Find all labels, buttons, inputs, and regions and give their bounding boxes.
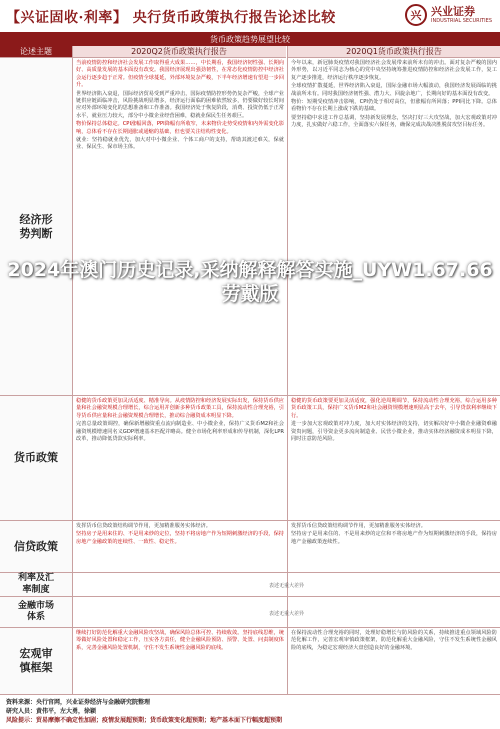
- macro-q2-para: 继续打好防范化解重大金融风险攻坚战，确保风险总体可控、持续收敛。坚持底线思维，统筹做好风险处置和稳定工作，压实各方责任，健全金融风险预防、预警、处置、问责制度体系，完善金融风险处置机制，守住不发生系统性金融风险的底线。: [76, 630, 284, 651]
- economy-q1-para: 全球疫情扩散蔓延，世界经济陷入衰退，国际金融市场大幅波动，我国经济发展面临的挑战前所未有。同时我国经济韧性强、潜力大、回旋余地广，长期向好的基本面没有改变。: [291, 83, 497, 97]
- report-title: 【兴证固收·利率】 央行货币政策执行报告论述比较: [6, 10, 336, 26]
- row-label-economy: 经济形势判断: [0, 58, 72, 395]
- economy-q2-para: 就业：坚持稳就业优先，加大对中小微企业、个体工商户的支持，帮助其渡过难关，保就业、保民生、保市场主体。: [76, 137, 284, 151]
- credit-q2-para: 发挥货币信贷政策结构调节作用，更加精准服务实体经济。: [76, 523, 211, 529]
- logo-name: 兴业证券: [431, 5, 475, 18]
- table-subtitle: 货币政策趋势展望比较: [0, 34, 500, 46]
- economy-q2-para: 当前疫情防控和经济社会发展工作取得重大成果……，中长期看，我国经济韧性强、长期向好、高质量发展的基本面没有改变。我国经济展现出强劲韧性，在常态化疫情防控中经济社会运行逐步趋于正常。但疫情全球蔓延，外部环境复杂严峻，下半年经济增速有望进一步回升。: [76, 60, 284, 89]
- market-note: 表述无重大差异: [268, 611, 304, 617]
- credit-q2-cell: [73, 521, 287, 572]
- row-label-rate: 利率及汇率制度: [0, 573, 72, 596]
- row-label-market: 金融市场体系: [0, 597, 72, 627]
- row-label-credit: 信贷政策: [0, 521, 72, 572]
- overlay-watermark: 2024年澳门历史记录,采纳解释解答实施_UYW1.67.66劳戴版: [7, 259, 493, 305]
- credit-q2-para: 坚持房子是用来住的、不是用来炒的定位，坚持不将房地产作为短期刺激经济的手段，保持房地产金融政策的连续性、一致性、稳定性。: [76, 531, 284, 545]
- row-divider: [0, 572, 500, 573]
- row-label-monetary: 货币政策: [0, 396, 72, 520]
- column-header-q2: 2020Q2货币政策执行报告: [72, 46, 286, 58]
- monetary-q1-para: 进一步加大宏观政策对冲力度，加大对实体经济的支持，切实解决好中小微企业融资难融资贵问题，引导资金更多流向制造业、民营小微企业，推动实体经济融资成本明显下降，同时注意防范风险。: [291, 421, 497, 443]
- column-header-topic: 论述主题: [0, 46, 72, 58]
- row-label-macroprudential: 宏观审慎框架: [0, 628, 72, 694]
- row-divider: [0, 596, 500, 597]
- economy-q2-cell: [73, 58, 287, 395]
- macro-q2-cell: [73, 628, 287, 694]
- monetary-q1-para: 稳健的货币政策要更加灵活适度，强化逆周期调节，保持流动性合理充裕，综合运用多种货币政策工具，保持广义货币M2和社会融资规模增速明显高于去年，引导贷款利率继续下行。: [291, 398, 497, 419]
- monetary-q1-cell: [288, 396, 500, 520]
- risk-note: 风险提示：贸易摩擦不确定性加剧；疫情发展超预期；货币政策变化超预期；地产基本面下行幅度超预期: [6, 717, 283, 724]
- economy-q2-para: 物价保持总体稳定。CPI涨幅回落，PPI降幅有所收窄，未来物价走势受疫情和内外需变化影响，总体看不存在长期通胀或通缩的基础，但也要关注结构性变化。: [76, 121, 285, 135]
- economy-q1-para: 要坚持稳中求进工作总基调，坚持新发展理念，坚决打好三大攻坚战，加大宏观政策对冲力度，扎实做好六稳工作，全面落实六保任务，确保完成决战决胜脱贫攻坚目标任务。: [291, 114, 497, 129]
- macro-q1-para: 在保持流动性合理充裕的同时，处理好稳增长与防风险的关系，持续推进重点领域风险防范化解工作，完善宏观审慎政策框架，防范化解重大金融风险，守住不发生系统性金融风险的底线，为稳定宏观经济大盘创造良好的金融环境。: [291, 630, 497, 651]
- economy-q2-para: 世界经济陷入衰退，国际经济贸易受到严重冲击，国际疫情防控形势仍复杂严峻，全球产业链供应链面临冲击，风险挑战明显增多，经济运行面临的困难依然较多，仍要做好较长时间应对外部环境变化的思想准备和工作准备。我国经济处于恢复阶段，消费、投资仍低于正常水平，就业压力较大，部分中小微企业经营困难，稳就业保民生任务艰巨。: [76, 90, 284, 119]
- rate-note: 表述无重大差异: [268, 583, 304, 589]
- source-note: 资料来源：央行官网，兴业证券经济与金融研究院整理: [6, 699, 151, 706]
- monetary-q2-para: 完善总量政策调控，确保新增融资重点流向制造业、中小微企业，保持广义货币M2和社会融资规模增速同名义GDP增速基本匹配并略高。健全市场化利率形成和传导机制，深化LPR改革，推动降低贷款实际利率。: [76, 421, 284, 443]
- report-footer: [0, 694, 500, 729]
- brand-logo: [405, 4, 492, 26]
- credit-q1-para: 坚持房子是用来住的、不是用来炒的定位和不将房地产作为短期刺激经济的手段，保持房地产金融政策连续性。: [291, 531, 497, 545]
- author-note: 研究人员：黄伟平，左大勇，徐颖: [6, 708, 97, 715]
- macro-q1-cell: [288, 628, 500, 694]
- credit-q1-para: 发挥货币信贷政策结构调节作用，更加精准服务实体经济。: [291, 523, 426, 529]
- economy-q1-para: 今年以来，新冠肺炎疫情对我国经济社会发展带来前所未有的冲击。面对复杂严峻的国内外形势，以习近平同志为核心的党中央坚持统筹推进疫情防控和经济社会发展工作，复工复产逐步推进，经济运行秩序逐步恢复。: [291, 60, 497, 81]
- report-header: [0, 0, 500, 34]
- credit-q1-cell: [288, 521, 500, 572]
- monetary-q2-para: 稳健的货币政策更加灵活适度、精准导向。从疫情防控和经济发展实际出发，保持货币供应量和社会融资规模合理增长，综合运用并创新多种货币政策工具，保持流动性合理充裕，引导货币供应量和社会融资规模合理增长，推动综合融资成本明显下降。: [76, 398, 284, 419]
- economy-q1-cell: [288, 58, 500, 395]
- economy-q1-para: 物价：短期受疫情冲击影响，CPI仍处于相对高位，但涨幅有所回落；PPI同比下降。总体看物价不存在长期上涨或下跌的基础。: [291, 99, 497, 113]
- monetary-q2-cell: [73, 396, 287, 520]
- logo-mark-icon: 兴: [405, 4, 427, 26]
- logo-name-en: INDUSTRIAL SECURITIES: [431, 18, 492, 24]
- column-header-q1: 2020Q1货币政策执行报告: [288, 46, 500, 58]
